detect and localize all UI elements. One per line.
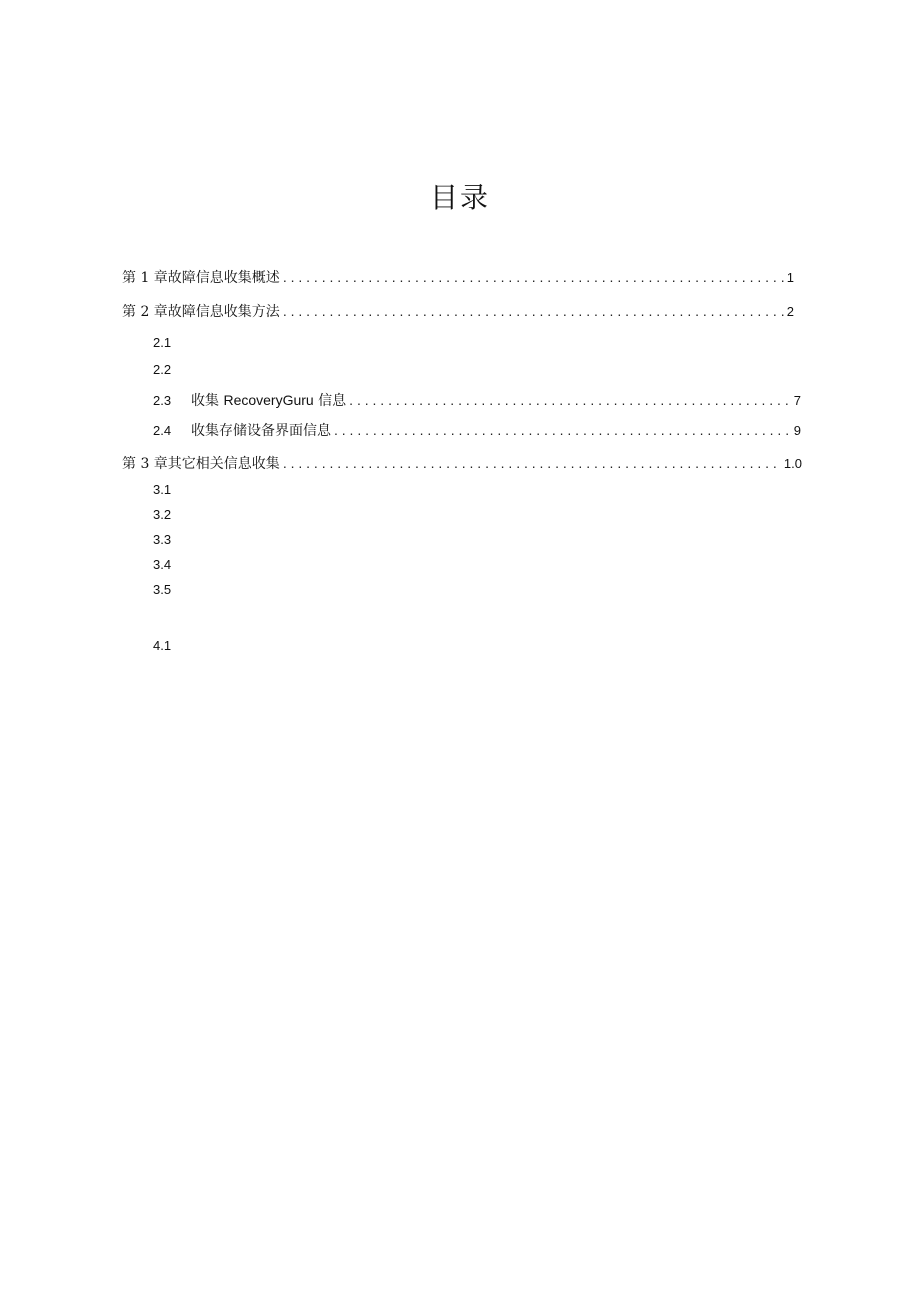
toc-entry-section-2-4[interactable] — [153, 421, 801, 439]
toc-section-3-1-number: 3.1 — [153, 482, 172, 497]
toc-section-4-1-number: 4.1 — [153, 638, 172, 653]
toc-section-number: 2.3 — [153, 393, 172, 408]
toc-leader-dots — [283, 302, 784, 320]
toc-page-number: 2 — [786, 304, 794, 319]
toc-leader-dots — [334, 421, 791, 439]
toc-section-3-2-number: 3.2 — [153, 507, 172, 522]
toc-entry-chapter-3[interactable] — [122, 454, 802, 472]
toc-entry-section-2-3[interactable] — [153, 391, 801, 409]
toc-leader-dots — [349, 391, 791, 409]
toc-entry-text: 第 3 章其它相关信息收集 — [122, 456, 280, 472]
toc-section-title: 收集 RecoveryGuru 信息 — [191, 392, 347, 409]
toc-leader-dots — [283, 454, 781, 472]
toc-entry-chapter-1[interactable] — [122, 268, 794, 286]
toc-section-2-1-number: 2.1 — [153, 335, 172, 350]
toc-section-3-5-number: 3.5 — [153, 582, 172, 597]
toc-entry-chapter-2[interactable] — [122, 302, 794, 320]
toc-entry-text: 第 1 章故障信息收集概述 — [122, 270, 280, 286]
toc-section-number: 2.4 — [153, 423, 172, 438]
toc-section-2-2-number: 2.2 — [153, 362, 172, 377]
toc-page-number: 1 — [786, 270, 794, 285]
toc-section-3-3-number: 3.3 — [153, 532, 172, 547]
toc-section-title: 收集存储设备界面信息 — [191, 423, 331, 439]
page-title: 目录 — [429, 181, 490, 214]
toc-entry-text: 第 2 章故障信息收集方法 — [122, 304, 280, 320]
toc-leader-dots — [283, 268, 784, 286]
toc-section-3-4-number: 3.4 — [153, 557, 172, 572]
toc-page-number: 1.0 — [783, 456, 802, 471]
toc-page-number: 7 — [793, 393, 801, 408]
toc-page-number: 9 — [793, 423, 801, 438]
